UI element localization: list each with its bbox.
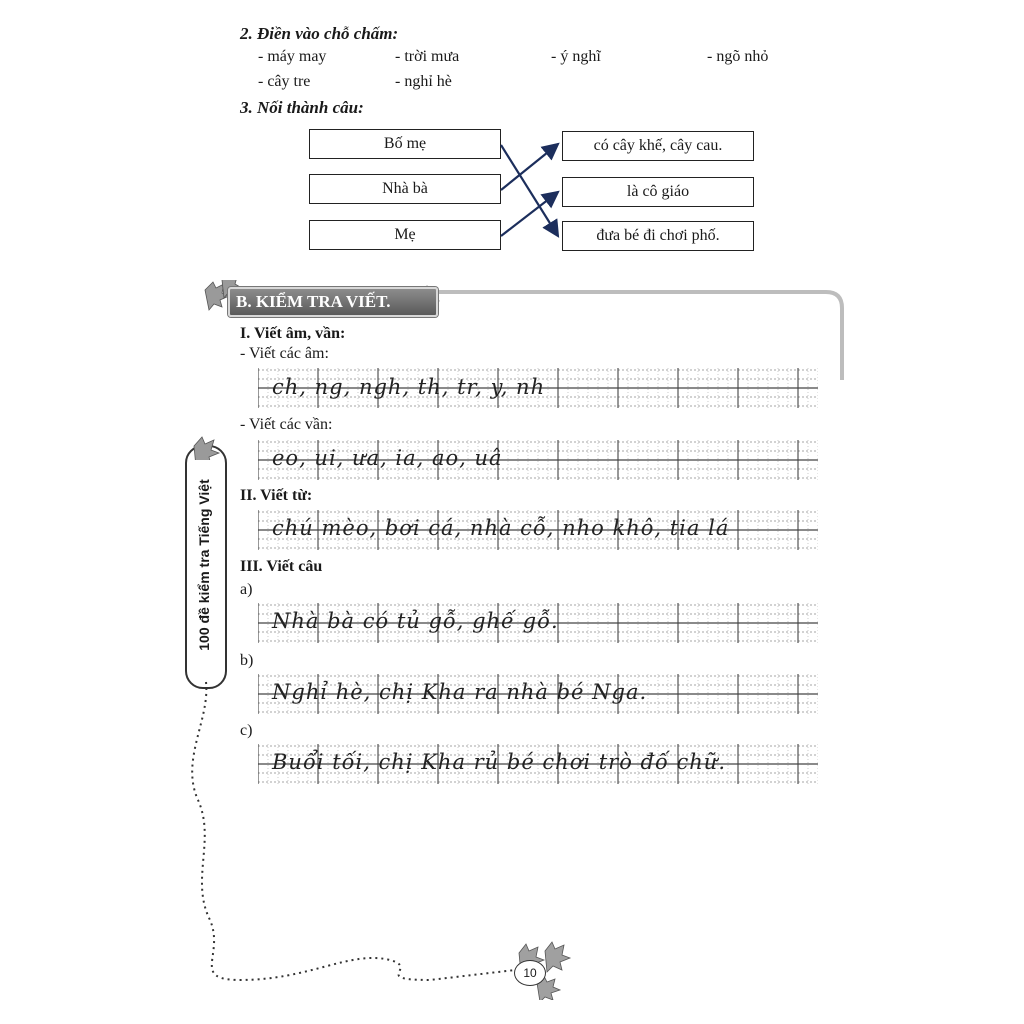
fill-item: - nghỉ hè bbox=[395, 73, 452, 90]
fill-item: - máy may bbox=[258, 48, 327, 65]
handwriting-sentence-a: Nhà bà có tủ gỗ, ghế gỗ. bbox=[272, 609, 559, 633]
match-arrows bbox=[0, 0, 1024, 300]
side-tab-label: 100 đề kiểm tra Tiếng Việt bbox=[196, 479, 212, 651]
match-left-box: Bố mẹ bbox=[309, 129, 501, 159]
van-label: - Viết các vần: bbox=[240, 416, 333, 433]
sentence-a-label: a) bbox=[240, 581, 253, 598]
match-left-box: Nhà bà bbox=[309, 174, 501, 204]
section-b-banner: B. KIỂM TRA VIẾT. bbox=[228, 287, 438, 317]
fill-item: - cây tre bbox=[258, 73, 311, 90]
sentence-b-label: b) bbox=[240, 652, 254, 669]
part-2-title: II. Viết từ: bbox=[240, 487, 313, 504]
part-3-title: III. Viết câu bbox=[240, 558, 323, 575]
sentence-c-label: c) bbox=[240, 722, 253, 739]
match-right-box: là cô giáo bbox=[562, 177, 754, 207]
handwriting-sentence-b: Nghỉ hè, chị Kha ra nhà bé Nga. bbox=[272, 680, 648, 704]
leaf-icon bbox=[180, 420, 230, 460]
fill-item: - ngõ nhỏ bbox=[707, 48, 769, 65]
match-left-box: Mẹ bbox=[309, 220, 501, 250]
handwriting-am: ch, ng, ngh, th, tr, y, nh bbox=[272, 375, 546, 399]
match-right-box: có cây khế, cây cau. bbox=[562, 131, 754, 161]
part-1-title: I. Viết âm, vần: bbox=[240, 325, 346, 342]
section-3-title: 3. Nối thành câu: bbox=[240, 98, 364, 117]
match-right-box: đưa bé đi chơi phố. bbox=[562, 221, 754, 251]
fill-item: - trời mưa bbox=[395, 48, 460, 65]
fill-item: - ý nghĩ bbox=[551, 48, 601, 65]
page-number: 10 bbox=[514, 960, 546, 986]
handwriting-tu: chú mèo, bơi cá, nhà cỗ, nho khô, tia lá bbox=[272, 516, 730, 540]
section-2-title: 2. Điền vào chỗ chấm: bbox=[240, 24, 399, 43]
handwriting-van: eo, ui, ưa, ia, ao, uâ bbox=[272, 446, 503, 470]
am-label: - Viết các âm: bbox=[240, 345, 329, 362]
handwriting-sentence-c: Buổi tối, chị Kha rủ bé chơi trò đố chữ. bbox=[272, 750, 726, 774]
